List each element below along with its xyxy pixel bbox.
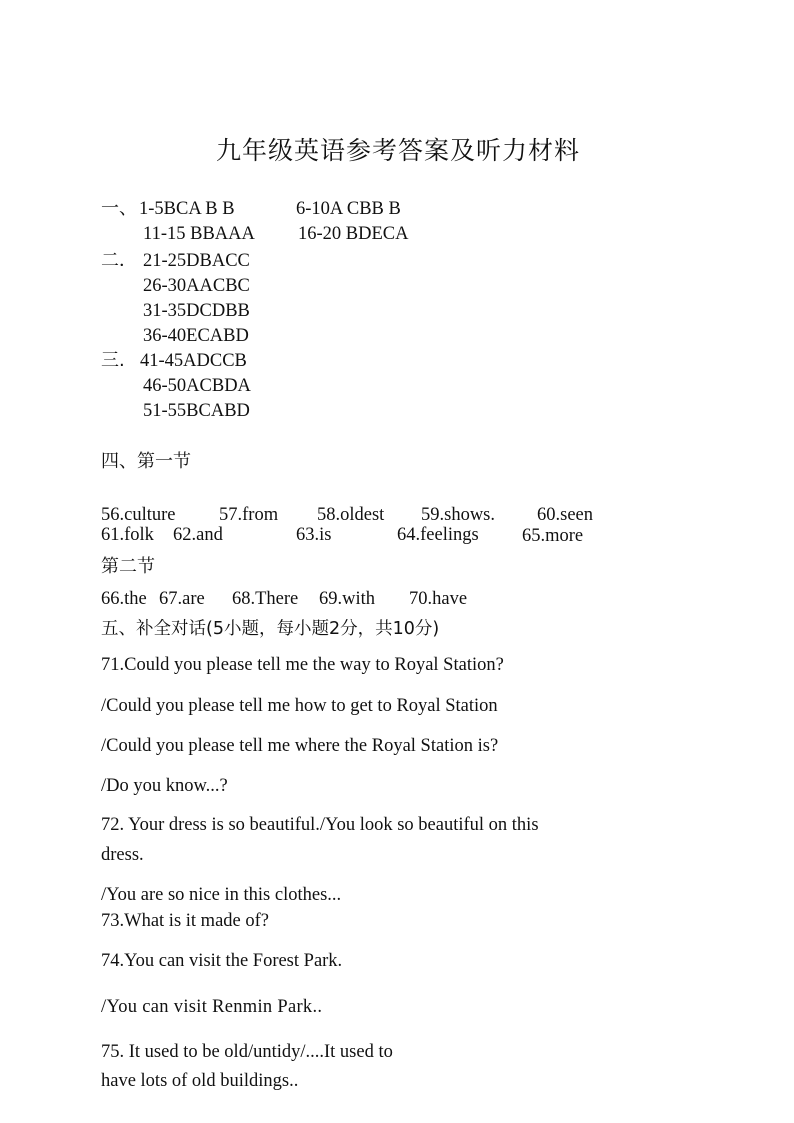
answer-51-55: 51-55BCABD xyxy=(143,401,250,421)
answer-74: 74.You can visit the Forest Park. xyxy=(101,951,343,971)
answer-71-alt3: /Do you know...? xyxy=(101,776,228,796)
answer-75-cont: have lots of old buildings.. xyxy=(101,1071,299,1091)
part5-heading: 五、补全对话(5小题，每小题2分，共10分) xyxy=(101,619,440,639)
answer-71-alt2: /Could you please tell me where the Royal Station is? xyxy=(101,736,499,756)
answer-36-40: 36-40ECABD xyxy=(143,326,249,346)
answer-66: 66.the xyxy=(101,589,147,609)
answer-75: 75. It used to be old/untidy/....It used to xyxy=(101,1042,393,1062)
answer-68: 68.There xyxy=(232,589,299,609)
answer-58: 58.oldest xyxy=(317,505,385,525)
answer-11-15: 11-15 BBAAA xyxy=(143,224,255,244)
answer-73: 73.What is it made of? xyxy=(101,911,269,931)
page-title: 九年级英语参考答案及听力材料 xyxy=(216,136,581,165)
answer-72: 72. Your dress is so beautiful./You look so beautiful on this xyxy=(101,815,539,835)
answer-64: 64.feelings xyxy=(397,525,479,545)
part4-section2: 第二节 xyxy=(101,556,155,577)
answer-67: 67.are xyxy=(159,589,205,609)
answer-16-20: 16-20 BDECA xyxy=(298,224,409,244)
answer-71-alt1: /Could you please tell me how to get to Royal Station xyxy=(101,696,498,716)
answer-71: 71.Could you please tell me the way to Royal Station? xyxy=(101,655,504,675)
answer-57: 57.from xyxy=(219,505,279,525)
answer-65: 65.more xyxy=(522,526,584,546)
answer-72-cont: dress. xyxy=(101,845,144,865)
answer-26-30: 26-30AACBC xyxy=(143,276,250,296)
answer-1-5: 1-5BCA B B xyxy=(139,199,235,219)
part1-label: 一、 xyxy=(101,198,137,219)
answer-63: 63.is xyxy=(296,525,332,545)
answer-74-alt: /You can visit Renmin Park.. xyxy=(101,997,323,1017)
answer-31-35: 31-35DCDBB xyxy=(143,301,250,321)
answer-70: 70.have xyxy=(409,589,468,609)
answer-60: 60.seen xyxy=(537,505,593,525)
answer-59: 59.shows. xyxy=(421,505,496,525)
part3-label: 三. xyxy=(101,350,125,371)
part4-heading: 四、第一节 xyxy=(101,451,191,472)
part2-label: 二． xyxy=(101,250,137,271)
answer-46-50: 46-50ACBDA xyxy=(143,376,251,396)
answer-6-10: 6-10A CBB B xyxy=(296,199,401,219)
answer-72-alt: /You are so nice in this clothes... xyxy=(101,885,342,905)
answer-41-45: 41-45ADCCB xyxy=(140,351,247,371)
answer-62: 62.and xyxy=(173,525,223,545)
answer-61: 61.folk xyxy=(101,525,154,545)
answer-56: 56.culture xyxy=(101,505,176,525)
answer-21-25: 21-25DBACC xyxy=(143,251,250,271)
answer-69: 69.with xyxy=(319,589,376,609)
